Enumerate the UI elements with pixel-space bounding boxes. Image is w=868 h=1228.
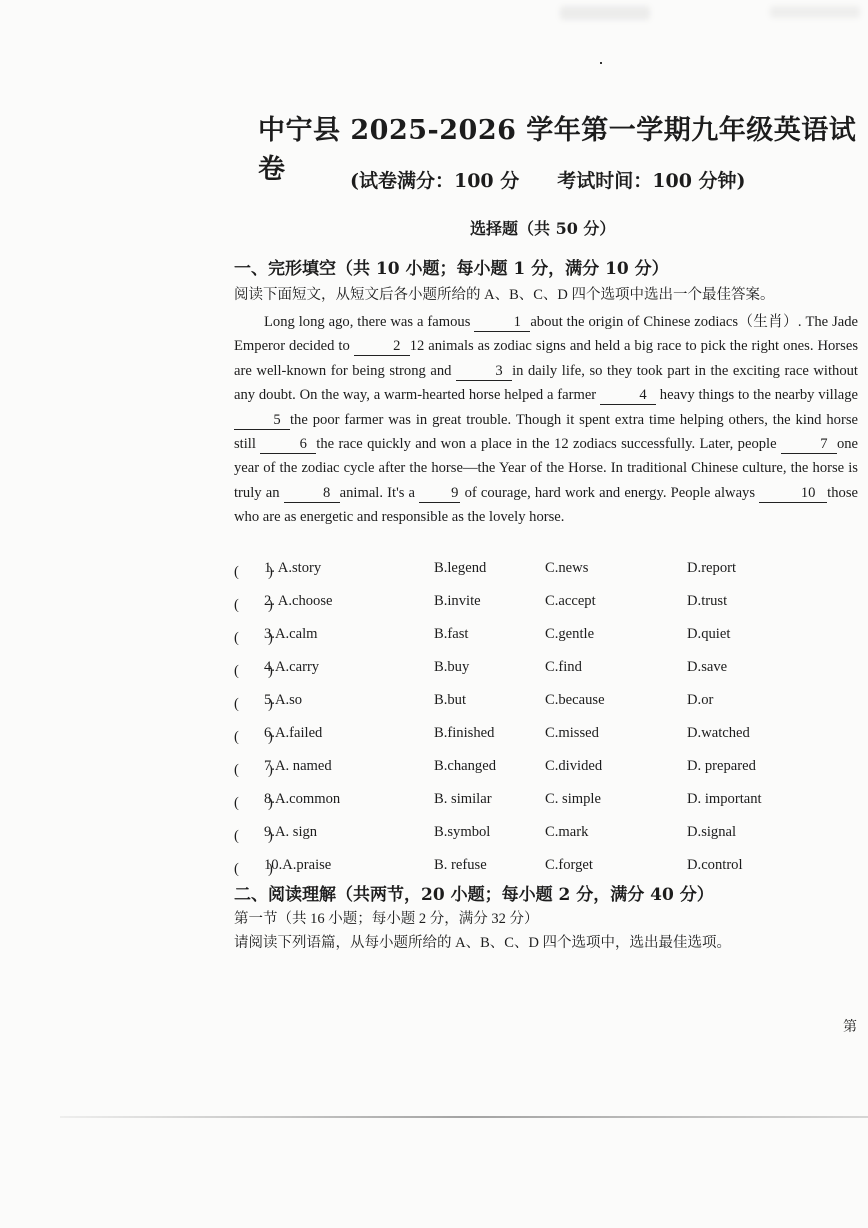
option-d: D. prepared [687,758,756,774]
blank-2: 2 [354,337,410,356]
part2-instruction: 请阅读下列语篇，从每小题所给的 A、B、C、D 四个选项中，选出最佳选项。 [234,935,732,951]
cloze-options [234,560,854,890]
part1-heading: 一、完形填空（共 10 小题；每小题 1 分，满分 10 分） [234,259,669,279]
option-a: 6.A.failed [264,725,323,741]
passage-text: animal. It's a [339,484,420,501]
answer-bracket[interactable]: ( ) [234,828,273,844]
option-d: D.signal [687,824,737,840]
section-title: 选择题（共 50 分） [470,219,616,238]
passage-text: about the origin of Chinese zodiacs（生肖）. The Jade Emperor decided to [234,314,858,355]
question-row [234,593,854,626]
passage-text: of courage, hard work and energy. People always [460,484,760,501]
option-c: C.news [545,560,589,576]
option-a: 4.A.carry [264,659,320,675]
option-d: D.trust [687,593,728,609]
passage-text: the race quickly and won a place in the 12 zodiacs successfully. Later, people [316,436,781,453]
option-b: B.changed [434,758,497,774]
part2-heading: 二、阅读理解（共两节，20 小题；每小题 2 分，满分 40 分） [234,885,714,905]
blank-10: 10 [759,484,827,503]
blank-8: 8 [284,484,340,503]
passage-text: one year of the zodiac cycle after the horse—the Year of the Horse. In traditional Chinese culture, the horse is truly an [234,436,859,501]
answer-bracket[interactable]: ( ) [234,729,273,745]
option-b: B.but [434,692,467,708]
answer-bracket[interactable]: ( ) [234,696,273,712]
option-a: 7.A. named [264,758,332,774]
question-row [234,626,854,659]
question-row [234,659,854,692]
option-c: C.find [545,659,582,675]
passage-text: the poor farmer was in great trouble. Though it spent extra time helping others, the kind horse still [234,411,858,453]
option-a: 2. A.choose [264,593,333,609]
option-b: B.legend [434,560,487,576]
option-d: D.report [687,560,737,576]
option-d: D.save [687,659,728,675]
page-corner-text: 第 [843,1020,857,1035]
option-b: B.symbol [434,824,491,840]
blank-6: 6 [260,435,316,454]
option-b: B.finished [434,725,495,741]
option-c: C.mark [545,824,589,840]
option-d: D. important [687,791,762,807]
passage-text: those who are as energetic and responsible as the lovely horse. [234,484,858,526]
scan-speck [600,62,602,64]
passage-text: 12 animals as zodiac signs and held a big race to pick the right ones. Horses are well-known for being strong and [234,338,858,379]
blank-9: 9 [419,484,460,503]
answer-bracket[interactable]: ( ) [234,663,273,679]
part1-instruction: 阅读下面短文，从短文后各小题所给的 A、B、C、D 四个选项中选出一个最佳答案。 [234,287,775,303]
option-b: B.fast [434,626,469,642]
fold-line [60,1116,868,1118]
passage-text: Long long ago, there was a famous [264,314,475,330]
option-a: 8.A.common [264,791,341,807]
question-row [234,758,854,791]
answer-bracket[interactable]: ( ) [234,762,273,778]
question-row [234,824,854,857]
option-c: C.accept [545,593,596,609]
part2-subheading: 第一节（共 16 小题；每小题 2 分，满分 32 分） [234,911,539,927]
answer-bracket[interactable]: ( ) [234,795,273,811]
blank-5: 5 [234,411,290,430]
passage-text: in daily life, so they took part in the exciting race without any doubt. On the way, a warm-hearted horse helped a farmer [234,362,858,404]
option-b: B. similar [434,791,492,807]
answer-bracket[interactable]: ( ) [234,564,273,580]
answer-bracket[interactable]: ( ) [234,597,273,613]
blank-3: 3 [456,362,512,381]
question-row [234,791,854,824]
option-a: 3.A.calm [264,626,318,642]
option-c: C.divided [545,758,603,774]
option-a: 5.A.so [264,692,303,708]
exam-subtitle: (试卷满分：100 分 考试时间：100 分钟) [350,170,746,192]
option-c: C.because [545,692,605,708]
scan-shadow [560,6,650,20]
answer-bracket[interactable]: ( ) [234,861,273,877]
option-b: B.buy [434,659,470,675]
blank-7: 7 [781,435,837,454]
passage-text: heavy things to the nearby village [655,387,858,404]
question-row [234,560,854,593]
option-d: D.control [687,857,743,873]
option-c: C.forget [545,857,593,873]
option-b: B.invite [434,593,481,609]
scan-shadow [770,6,860,18]
option-b: B. refuse [434,857,487,873]
exam-title: 中宁县 2025-2026 学年第一学期九年级英语试卷 [258,115,857,185]
blank-4: 4 [600,386,656,405]
option-a: 1. A.story [264,560,322,576]
option-a: 10.A.praise [264,857,332,873]
blank-1: 1 [474,313,530,332]
question-row [234,725,854,758]
option-d: D.quiet [687,626,731,642]
option-c: C.gentle [545,626,595,642]
option-d: D.or [687,692,714,708]
option-a: 9.A. sign [264,824,318,840]
option-c: C.missed [545,725,599,741]
answer-bracket[interactable]: ( ) [234,630,273,646]
option-c: C. simple [545,791,601,807]
cloze-passage [234,310,858,530]
question-row [234,692,854,725]
option-d: D.watched [687,725,750,741]
